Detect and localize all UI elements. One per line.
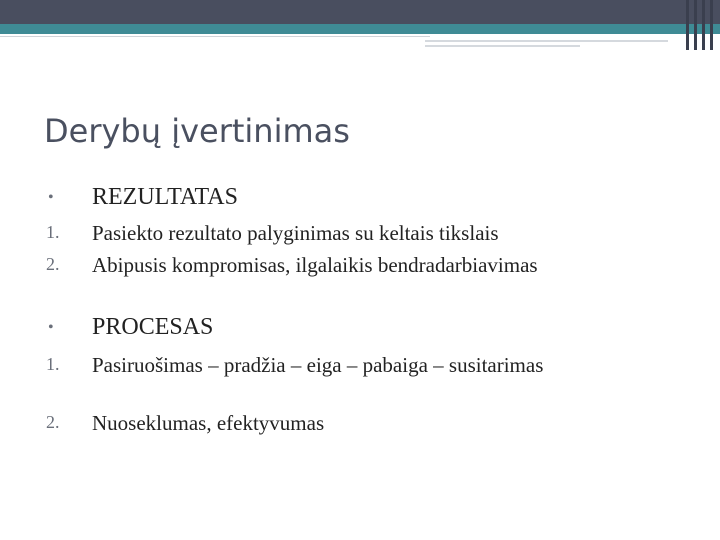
item-number: 1. [46, 354, 60, 374]
item-text: Nuoseklumas, efektyvumas [92, 411, 325, 435]
bullet-marker: • [48, 319, 54, 336]
slide-title: Derybų įvertinimas [44, 112, 350, 150]
section-heading-row [0, 184, 720, 212]
item-number: 2. [46, 254, 60, 274]
item-number: 1. [46, 222, 60, 242]
list-item [0, 412, 720, 440]
bullet-marker: • [48, 189, 54, 206]
divider-line [425, 45, 580, 47]
item-number: 2. [46, 412, 60, 432]
item-text: Pasiruošimas – pradžia – eiga – pabaiga – susitarimas [92, 353, 544, 377]
divider-line [0, 36, 430, 37]
divider-line [425, 40, 668, 42]
list-item [0, 222, 720, 250]
section-heading: REZULTATAS [92, 184, 238, 210]
item-text: Pasiekto rezultato palyginimas su keltais tikslais [92, 221, 499, 245]
section-heading: PROCESAS [92, 314, 214, 340]
corner-stripes [684, 0, 720, 50]
list-item [0, 254, 720, 282]
header-band [0, 0, 720, 24]
list-item [0, 354, 720, 404]
item-text: Abipusis kompromisas, ilgalaikis bendradarbiavimas [92, 253, 538, 277]
section-heading-row [0, 314, 720, 342]
accent-band [0, 24, 720, 34]
